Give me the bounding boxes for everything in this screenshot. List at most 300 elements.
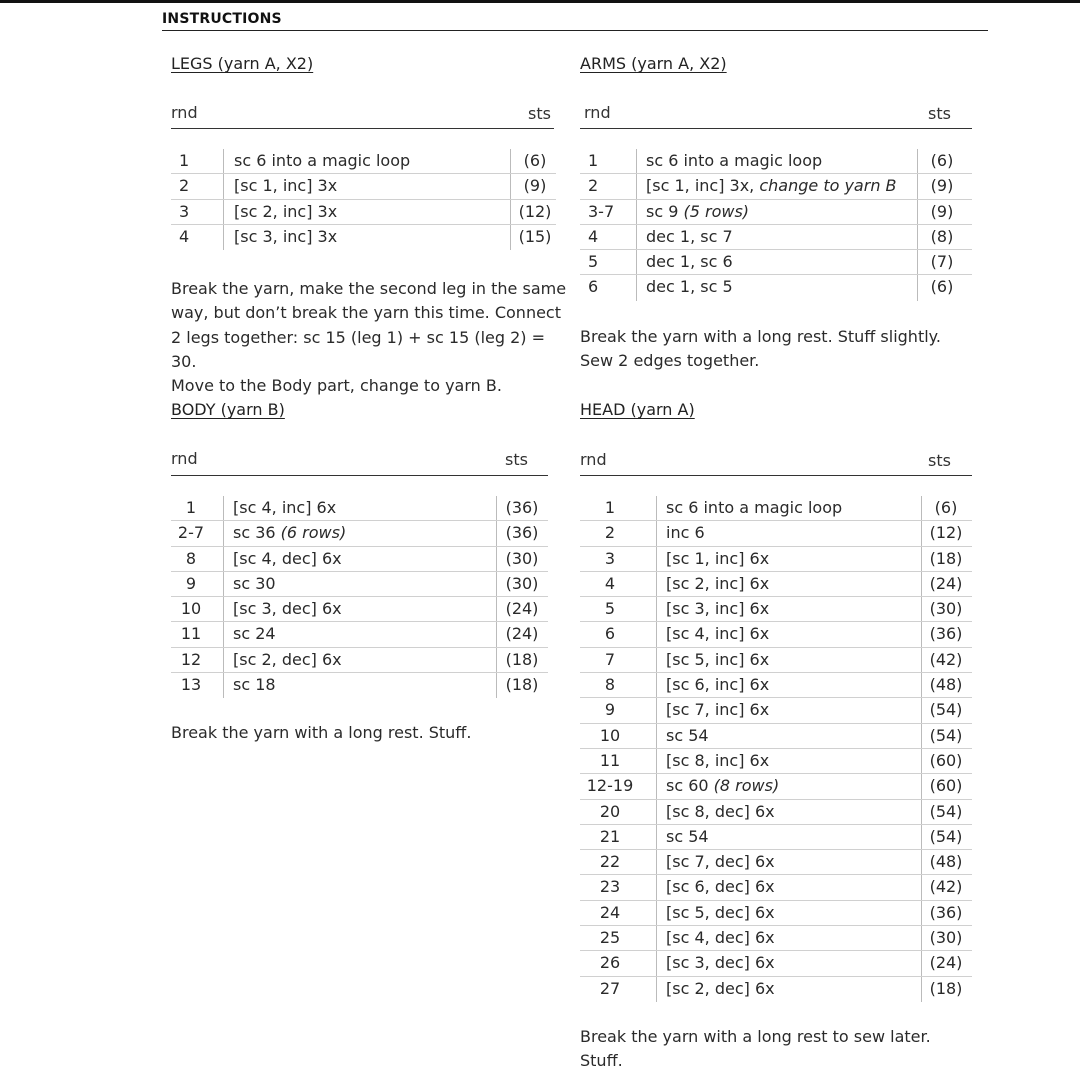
- head-instruction: [666, 749, 769, 773]
- head-col-divider: [921, 850, 922, 874]
- head-col-divider: [656, 749, 657, 773]
- head-col-divider: [921, 825, 922, 849]
- arms-instruction-text: dec 1, sc 5: [646, 277, 733, 297]
- head-instruction: [666, 875, 775, 899]
- arms-col-divider: [917, 225, 918, 249]
- head-rnd: 9: [604, 700, 616, 720]
- head-instruction: [666, 850, 775, 874]
- body-col-divider: [223, 597, 224, 621]
- arms-stitch-count: (7): [930, 252, 954, 272]
- arms-instruction-text: dec 1, sc 6: [646, 252, 733, 272]
- body-instruction: [233, 547, 342, 571]
- body-note: [171, 721, 571, 745]
- body-col-divider: [496, 597, 497, 621]
- head-stitch-count: (42): [929, 649, 963, 669]
- arms-instruction-note: (5 rows): [683, 201, 750, 221]
- body-rnd: 12: [180, 649, 202, 669]
- head-instruction-text: sc 60: [666, 776, 714, 796]
- arms-stitch-count: (9): [930, 176, 954, 196]
- title-rule: [162, 30, 988, 31]
- arms-col-divider: [917, 250, 918, 274]
- body-col-divider: [223, 521, 224, 545]
- head-col-divider: [656, 850, 657, 874]
- head-note: [580, 1025, 1000, 1074]
- body-row: [171, 597, 548, 622]
- head-instruction: [666, 800, 775, 824]
- arms-row: [580, 149, 972, 174]
- head-col-rnd: rnd: [580, 450, 607, 469]
- head-header-rule: [580, 475, 972, 476]
- head-instruction-text: [sc 6, dec] 6x: [666, 877, 775, 897]
- legs-title: LEGS (yarn A, X2): [171, 54, 314, 73]
- body-instruction: [233, 622, 276, 646]
- arms-col-divider: [636, 275, 637, 300]
- body-instruction: [233, 521, 346, 545]
- head-col-divider: [921, 521, 922, 545]
- body-stitch-count: (36): [505, 523, 539, 543]
- head-rnd: 4: [604, 573, 616, 593]
- head-instruction: [666, 572, 769, 596]
- legs-instruction: [234, 174, 337, 198]
- head-rnd: 27: [599, 978, 621, 998]
- legs-table: [171, 149, 556, 250]
- arms-instruction-note: change to yarn B: [759, 176, 897, 196]
- body-instruction-note: (6 rows): [280, 523, 347, 543]
- body-row: [171, 622, 548, 647]
- legs-note: [171, 277, 571, 398]
- head-row: [580, 597, 972, 622]
- body-table: [171, 496, 548, 698]
- legs-rnd: 2: [179, 176, 190, 196]
- legs-col-divider: [510, 174, 511, 198]
- head-col-divider: [921, 597, 922, 621]
- arms-col-divider: [917, 275, 918, 300]
- head-row: [580, 648, 972, 673]
- arms-row: [580, 250, 972, 275]
- head-col-divider: [921, 673, 922, 697]
- arms-col-divider: [636, 149, 637, 173]
- head-rnd: 24: [599, 902, 621, 922]
- head-col-divider: [656, 724, 657, 748]
- head-instruction-text: [sc 3, inc] 6x: [666, 599, 770, 619]
- head-instruction-text: [sc 1, inc] 6x: [666, 548, 770, 568]
- body-instruction: [233, 673, 276, 697]
- body-header-rule: [171, 475, 548, 476]
- head-col-divider: [656, 774, 657, 798]
- legs-note-line: Break the yarn, make the second leg in the same: [171, 279, 567, 298]
- body-instruction-text: [sc 2, dec] 6x: [233, 649, 342, 669]
- body-col-divider: [223, 673, 224, 698]
- head-row: [580, 850, 972, 875]
- head-instruction-text: [sc 2, dec] 6x: [666, 978, 775, 998]
- head-col-divider: [656, 496, 657, 520]
- legs-stitch-count: (9): [523, 176, 547, 196]
- head-row: [580, 521, 972, 546]
- arms-title: ARMS (yarn A, X2): [580, 54, 727, 73]
- head-col-divider: [921, 951, 922, 975]
- body-rnd: 11: [180, 624, 202, 644]
- legs-rnd: 4: [179, 226, 190, 246]
- body-stitch-count: (30): [505, 548, 539, 568]
- head-stitch-count: (18): [929, 978, 963, 998]
- head-rnd: 25: [599, 928, 621, 948]
- head-instruction: [666, 951, 775, 975]
- arms-instruction: [646, 149, 822, 173]
- head-instruction: [666, 622, 769, 646]
- body-instruction: [233, 572, 276, 596]
- arms-instruction: [646, 250, 733, 274]
- head-instruction: [666, 673, 769, 697]
- legs-instruction: [234, 200, 337, 224]
- head-row: [580, 724, 972, 749]
- arms-instruction: [646, 225, 733, 249]
- head-col-divider: [656, 825, 657, 849]
- head-row: [580, 800, 972, 825]
- head-rnd: 20: [599, 801, 621, 821]
- arms-instruction: [646, 275, 733, 299]
- arms-note: [580, 325, 1000, 374]
- head-col-divider: [656, 597, 657, 621]
- head-col-divider: [921, 648, 922, 672]
- body-col-divider: [223, 496, 224, 520]
- head-stitch-count: (60): [929, 776, 963, 796]
- head-col-divider: [921, 800, 922, 824]
- head-col-divider: [656, 622, 657, 646]
- arms-col-divider: [917, 200, 918, 224]
- head-rnd: 22: [599, 852, 621, 872]
- legs-rnd: 1: [179, 151, 190, 170]
- head-row: [580, 749, 972, 774]
- arms-row: [580, 275, 972, 300]
- head-rnd: 1: [604, 498, 616, 517]
- head-rnd: 11: [599, 750, 621, 770]
- arms-col-divider: [636, 225, 637, 249]
- head-note-line: Stuff.: [580, 1051, 623, 1071]
- body-instruction: [233, 648, 342, 672]
- body-col-divider: [496, 572, 497, 596]
- head-col-divider: [921, 547, 922, 571]
- head-instruction-text: [sc 3, dec] 6x: [666, 953, 775, 973]
- head-rnd: 7: [604, 649, 616, 669]
- head-instruction-text: [sc 2, inc] 6x: [666, 573, 770, 593]
- head-col-divider: [921, 698, 922, 722]
- arms-col-rnd: rnd: [584, 103, 611, 122]
- head-title: HEAD (yarn A): [580, 400, 695, 419]
- body-row: [171, 572, 548, 597]
- legs-col-divider: [510, 200, 511, 224]
- head-col-divider: [656, 648, 657, 672]
- legs-col-sts: sts: [528, 104, 551, 123]
- body-stitch-count: (24): [505, 599, 539, 619]
- body-row: [171, 496, 548, 521]
- body-stitch-count: (18): [505, 649, 539, 669]
- head-rnd: 10: [599, 725, 621, 745]
- head-instruction-text: [sc 7, dec] 6x: [666, 852, 775, 872]
- legs-col-divider: [223, 200, 224, 224]
- body-col-divider: [496, 622, 497, 646]
- body-col-divider: [223, 547, 224, 571]
- legs-instruction-text: [sc 3, inc] 3x: [234, 226, 338, 246]
- head-col-divider: [656, 521, 657, 545]
- head-stitch-count: (60): [929, 750, 963, 770]
- head-instruction: [666, 977, 775, 1001]
- body-stitch-count: (30): [505, 573, 539, 593]
- legs-col-divider: [223, 174, 224, 198]
- legs-col-divider: [223, 225, 224, 250]
- arms-rnd: 4: [588, 226, 599, 246]
- head-col-divider: [921, 724, 922, 748]
- arms-stitch-count: (6): [930, 151, 954, 170]
- head-stitch-count: (24): [929, 953, 963, 973]
- head-stitch-count: (36): [929, 624, 963, 644]
- head-instruction-text: sc 6 into a magic loop: [666, 498, 843, 517]
- head-rnd: 5: [604, 599, 616, 619]
- head-stitch-count: (48): [929, 852, 963, 872]
- body-col-divider: [496, 547, 497, 571]
- legs-rnd: 3: [179, 201, 190, 221]
- head-row: [580, 977, 972, 1002]
- head-rnd: 8: [604, 675, 616, 695]
- arms-col-divider: [917, 174, 918, 198]
- head-instruction-text: [sc 7, inc] 6x: [666, 700, 770, 720]
- arms-rnd: 5: [588, 252, 599, 272]
- body-rnd: 10: [180, 599, 202, 619]
- arms-instruction: [646, 174, 897, 198]
- head-row: [580, 951, 972, 976]
- head-stitch-count: (54): [929, 700, 963, 720]
- arms-table: [580, 149, 972, 301]
- legs-row: [171, 174, 556, 199]
- head-instruction-text: [sc 8, dec] 6x: [666, 801, 775, 821]
- head-instruction-text: [sc 6, inc] 6x: [666, 675, 770, 695]
- arms-instruction-text: dec 1, sc 7: [646, 226, 733, 246]
- legs-row: [171, 149, 556, 174]
- legs-stitch-count: (12): [518, 201, 552, 221]
- head-stitch-count: (30): [929, 928, 963, 948]
- head-instruction-text: [sc 5, dec] 6x: [666, 902, 775, 922]
- head-col-divider: [656, 547, 657, 571]
- legs-col-divider: [223, 149, 224, 173]
- head-instruction-text: [sc 4, inc] 6x: [666, 624, 770, 644]
- head-row: [580, 572, 972, 597]
- head-table: [580, 496, 972, 1002]
- legs-instruction: [234, 225, 337, 249]
- arms-rnd: 3-7: [588, 201, 615, 221]
- head-col-divider: [656, 875, 657, 899]
- head-row: [580, 926, 972, 951]
- legs-header-rule: [171, 128, 554, 129]
- head-col-divider: [921, 496, 922, 520]
- legs-instruction-text: sc 6 into a magic loop: [234, 151, 411, 170]
- body-col-divider: [223, 572, 224, 596]
- arms-col-divider: [636, 250, 637, 274]
- arms-row: [580, 174, 972, 199]
- head-rnd: 12-19: [586, 776, 634, 796]
- head-rnd: 21: [599, 826, 621, 846]
- head-col-divider: [656, 800, 657, 824]
- head-instruction-text: sc 54: [666, 725, 709, 745]
- arms-rnd: 2: [588, 176, 599, 196]
- head-row: [580, 673, 972, 698]
- body-instruction-text: sc 24: [233, 624, 276, 644]
- head-instruction: [666, 774, 779, 798]
- head-stitch-count: (48): [929, 675, 963, 695]
- head-instruction-text: [sc 4, dec] 6x: [666, 928, 775, 948]
- body-instruction-text: sc 30: [233, 573, 276, 593]
- body-col-divider: [496, 648, 497, 672]
- body-stitch-count: (18): [505, 675, 539, 695]
- head-stitch-count: (6): [934, 498, 958, 517]
- head-instruction-note: (8 rows): [713, 776, 780, 796]
- head-col-divider: [921, 572, 922, 596]
- legs-note-line: way, but don’t break the yarn this time. Connect: [171, 303, 561, 323]
- head-row: [580, 825, 972, 850]
- legs-row: [171, 225, 556, 250]
- arms-stitch-count: (9): [930, 201, 954, 221]
- body-col-divider: [223, 648, 224, 672]
- head-instruction: [666, 901, 775, 925]
- legs-col-divider: [510, 149, 511, 173]
- head-instruction: [666, 597, 769, 621]
- body-instruction-text: sc 18: [233, 675, 276, 695]
- head-col-divider: [921, 749, 922, 773]
- arms-col-divider: [917, 149, 918, 173]
- top-border: [0, 0, 1080, 3]
- head-instruction: [666, 825, 709, 849]
- head-row: [580, 901, 972, 926]
- head-stitch-count: (54): [929, 725, 963, 745]
- body-col-rnd: rnd: [171, 449, 198, 468]
- legs-col-divider: [510, 225, 511, 250]
- body-rnd: 9: [185, 573, 197, 593]
- head-stitch-count: (36): [929, 902, 963, 922]
- body-instruction-text: [sc 4, inc] 6x: [233, 498, 337, 517]
- head-col-divider: [656, 977, 657, 1002]
- arms-rnd: 6: [588, 277, 599, 297]
- head-col-divider: [921, 901, 922, 925]
- legs-row: [171, 200, 556, 225]
- body-instruction: [233, 597, 342, 621]
- arms-instruction-text: sc 9: [646, 201, 684, 221]
- head-col-divider: [921, 774, 922, 798]
- document-title: INSTRUCTIONS: [162, 11, 282, 27]
- head-instruction-text: sc 54: [666, 826, 709, 846]
- head-note-line: Break the yarn with a long rest to sew later.: [580, 1027, 931, 1046]
- arms-instruction-text: [sc 1, inc] 3x,: [646, 176, 760, 196]
- head-instruction: [666, 926, 775, 950]
- head-stitch-count: (18): [929, 548, 963, 568]
- legs-stitch-count: (15): [518, 226, 552, 246]
- body-row: [171, 648, 548, 673]
- head-row: [580, 774, 972, 799]
- body-col-sts: sts: [505, 450, 528, 469]
- legs-instruction-text: [sc 2, inc] 3x: [234, 201, 338, 221]
- body-rnd: 1: [185, 498, 197, 517]
- legs-instruction: [234, 149, 410, 173]
- body-note-line: Break the yarn with a long rest. Stuff.: [171, 723, 472, 742]
- body-col-divider: [496, 496, 497, 520]
- head-stitch-count: (42): [929, 877, 963, 897]
- head-row: [580, 875, 972, 900]
- head-rnd: 26: [599, 953, 621, 973]
- arms-col-divider: [636, 174, 637, 198]
- body-col-divider: [223, 622, 224, 646]
- head-row: [580, 547, 972, 572]
- body-row: [171, 547, 548, 572]
- head-instruction-text: [sc 5, inc] 6x: [666, 649, 770, 669]
- body-instruction: [233, 496, 336, 520]
- head-row: [580, 496, 972, 521]
- head-rnd: 23: [599, 877, 621, 897]
- head-stitch-count: (30): [929, 599, 963, 619]
- body-row: [171, 521, 548, 546]
- head-instruction: [666, 724, 709, 748]
- legs-note-line: 2 legs together: sc 15 (leg 1) + sc 15 (leg 2) = 30.: [171, 327, 546, 371]
- legs-col-rnd: rnd: [171, 103, 198, 122]
- arms-stitch-count: (8): [930, 226, 954, 246]
- head-rnd: 6: [604, 624, 616, 644]
- body-title: BODY (yarn B): [171, 400, 285, 419]
- head-col-divider: [921, 875, 922, 899]
- head-instruction: [666, 496, 842, 520]
- legs-note-line: Move to the Body part, change to yarn B.: [171, 376, 502, 396]
- head-col-divider: [921, 622, 922, 646]
- arms-instruction-text: sc 6 into a magic loop: [646, 151, 823, 170]
- body-rnd: 2-7: [177, 523, 205, 543]
- head-instruction: [666, 648, 769, 672]
- arms-instruction: [646, 200, 749, 224]
- arms-note-line: Sew 2 edges together.: [580, 351, 760, 371]
- arms-stitch-count: (6): [930, 277, 954, 297]
- head-col-sts: sts: [928, 451, 951, 470]
- head-instruction-text: [sc 8, inc] 6x: [666, 750, 770, 770]
- head-stitch-count: (12): [929, 523, 963, 543]
- body-stitch-count: (24): [505, 624, 539, 644]
- arms-col-sts: sts: [928, 104, 951, 123]
- body-instruction-text: [sc 3, dec] 6x: [233, 599, 342, 619]
- body-col-divider: [496, 673, 497, 698]
- arms-row: [580, 225, 972, 250]
- arms-header-rule: [580, 128, 972, 129]
- head-col-divider: [656, 572, 657, 596]
- head-instruction: [666, 547, 769, 571]
- body-rnd: 8: [185, 548, 197, 568]
- head-stitch-count: (54): [929, 801, 963, 821]
- head-col-divider: [921, 977, 922, 1002]
- head-instruction: [666, 521, 705, 545]
- head-col-divider: [656, 901, 657, 925]
- head-stitch-count: (24): [929, 573, 963, 593]
- head-col-divider: [656, 698, 657, 722]
- head-col-divider: [921, 926, 922, 950]
- body-row: [171, 673, 548, 698]
- head-row: [580, 622, 972, 647]
- body-instruction-text: sc 36: [233, 523, 281, 543]
- arms-rnd: 1: [588, 151, 599, 170]
- body-instruction-text: [sc 4, dec] 6x: [233, 548, 342, 568]
- head-col-divider: [656, 951, 657, 975]
- body-stitch-count: (36): [505, 498, 539, 517]
- head-instruction-text: inc 6: [666, 523, 705, 543]
- arms-row: [580, 200, 972, 225]
- head-row: [580, 698, 972, 723]
- legs-instruction-text: [sc 1, inc] 3x: [234, 176, 338, 196]
- body-rnd: 13: [180, 675, 202, 695]
- head-stitch-count: (54): [929, 826, 963, 846]
- head-col-divider: [656, 926, 657, 950]
- arms-col-divider: [636, 200, 637, 224]
- head-rnd: 2: [604, 523, 616, 543]
